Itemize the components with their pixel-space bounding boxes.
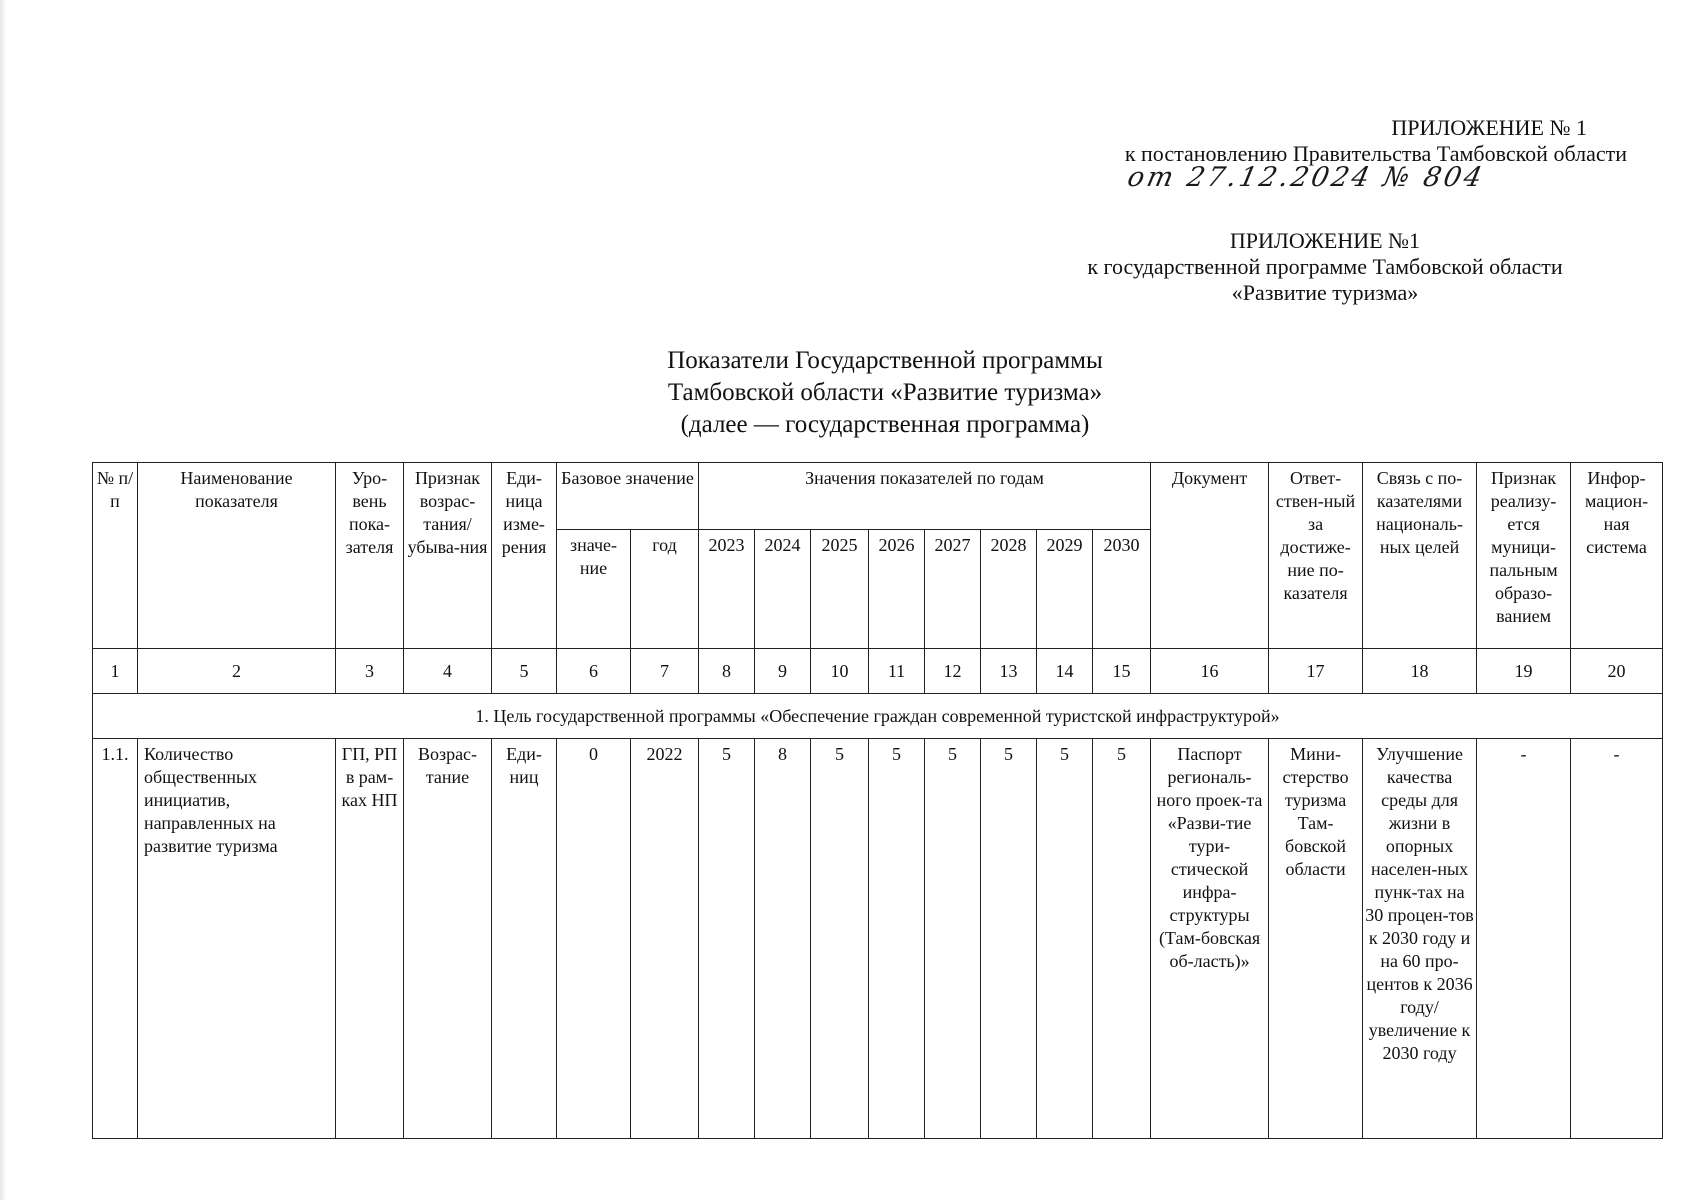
column-number: 3 bbox=[336, 649, 404, 694]
column-number: 17 bbox=[1269, 649, 1363, 694]
document-title bbox=[520, 345, 1250, 441]
header-year: 2024 bbox=[755, 530, 811, 649]
column-number: 7 bbox=[631, 649, 699, 694]
header-link: Связь с по-казателями националь-ных целей bbox=[1363, 463, 1477, 649]
column-number: 15 bbox=[1093, 649, 1151, 694]
column-number: 6 bbox=[557, 649, 631, 694]
header-year: 2028 bbox=[981, 530, 1037, 649]
header-base-year: год bbox=[631, 530, 699, 649]
column-number: 4 bbox=[404, 649, 492, 694]
row-unit: Еди-ниц bbox=[492, 739, 557, 1139]
row-level: ГП, РП в рам-ках НП bbox=[336, 739, 404, 1139]
title-line-1: Показатели Государственной программы bbox=[667, 347, 1103, 374]
column-number: 13 bbox=[981, 649, 1037, 694]
row-value-2024: 8 bbox=[755, 739, 811, 1139]
row-value-2030: 5 bbox=[1093, 739, 1151, 1139]
row-link: Улучшение качества среды для жизни в опорных населен-ных пунк-тах на 30 процен-тов к 2030 году и на 60 про-центов к 2036 году/ увеличение к 2030 году bbox=[1363, 739, 1477, 1139]
section-row bbox=[93, 694, 1663, 739]
program-annex-title: ПРИЛОЖЕНИЕ №1 bbox=[1229, 228, 1421, 253]
column-number: 16 bbox=[1151, 649, 1269, 694]
approval-block bbox=[1125, 115, 1627, 167]
header-base-value: значе-ние bbox=[557, 530, 631, 649]
header-name: Наименование показателя bbox=[138, 463, 336, 649]
header-year: 2026 bbox=[869, 530, 925, 649]
header-municipal: Признак реализу-ется муници-пальным образо-ванием bbox=[1477, 463, 1571, 649]
column-number: 18 bbox=[1363, 649, 1477, 694]
header-level: Уро-вень пока-зателя bbox=[336, 463, 404, 649]
column-number: 9 bbox=[755, 649, 811, 694]
scan-edge bbox=[0, 0, 6, 1200]
row-trend: Возрас-тание bbox=[404, 739, 492, 1139]
column-number: 19 bbox=[1477, 649, 1571, 694]
handwritten-signature: от 27.12.2024 № 804 bbox=[1124, 162, 1488, 193]
row-value-2027: 5 bbox=[925, 739, 981, 1139]
header-year: 2030 bbox=[1093, 530, 1151, 649]
header-trend: Признак возрас-тания/ убыва-ния bbox=[404, 463, 492, 649]
header-by-year: Значения показателей по годам bbox=[699, 463, 1151, 530]
header-document: Документ bbox=[1151, 463, 1269, 649]
approval-subtitle: к постановлению Правительства Тамбовской области bbox=[1124, 141, 1627, 166]
table-row bbox=[93, 739, 1663, 1139]
column-number: 8 bbox=[699, 649, 755, 694]
column-number: 2 bbox=[138, 649, 336, 694]
header-row-1 bbox=[93, 463, 1663, 530]
row-num: 1.1. bbox=[93, 739, 138, 1139]
approval-title: ПРИЛОЖЕНИЕ № 1 bbox=[1391, 115, 1587, 140]
program-annex-line2: к государственной программе Тамбовской области bbox=[1087, 254, 1563, 279]
row-value-2029: 5 bbox=[1037, 739, 1093, 1139]
title-line-2: Тамбовской области «Развитие туризма» bbox=[667, 379, 1103, 406]
column-number: 20 bbox=[1571, 649, 1663, 694]
column-numbers-row bbox=[93, 649, 1663, 694]
indicators-table bbox=[92, 462, 1663, 1139]
row-value-2025: 5 bbox=[811, 739, 869, 1139]
program-annex-line3: «Развитие туризма» bbox=[1231, 280, 1419, 305]
header-num: № п/п bbox=[93, 463, 138, 649]
header-year: 2027 bbox=[925, 530, 981, 649]
column-number: 10 bbox=[811, 649, 869, 694]
header-responsible: Ответ-ствен-ный за достиже-ние по-казателя bbox=[1269, 463, 1363, 649]
row-info-system: - bbox=[1571, 739, 1663, 1139]
header-base: Базовое значение bbox=[557, 463, 699, 530]
title-line-3: (далее — государственная программа) bbox=[680, 411, 1090, 438]
row-value-2023: 5 bbox=[699, 739, 755, 1139]
row-base-value: 0 bbox=[557, 739, 631, 1139]
row-name: Количество общественных инициатив, направленных на развитие туризма bbox=[138, 739, 336, 1139]
header-year: 2025 bbox=[811, 530, 869, 649]
column-number: 12 bbox=[925, 649, 981, 694]
column-number: 11 bbox=[869, 649, 925, 694]
section-title: 1. Цель государственной программы «Обеспечение граждан современной туристской инфраструктурой» bbox=[93, 694, 1663, 739]
column-number: 14 bbox=[1037, 649, 1093, 694]
program-annex-block bbox=[1045, 228, 1605, 306]
row-value-2026: 5 bbox=[869, 739, 925, 1139]
row-responsible: Мини-стерство туризма Там-бовской области bbox=[1269, 739, 1363, 1139]
header-info-system: Инфор-мацион-ная система bbox=[1571, 463, 1663, 649]
header-year: 2029 bbox=[1037, 530, 1093, 649]
row-value-2028: 5 bbox=[981, 739, 1037, 1139]
row-base-year: 2022 bbox=[631, 739, 699, 1139]
header-unit: Еди-ница изме-рения bbox=[492, 463, 557, 649]
header-year: 2023 bbox=[699, 530, 755, 649]
row-document: Паспорт региональ-ного проек-та «Разви-тие тури-стической инфра-структуры (Там-бовская об-ласть)» bbox=[1151, 739, 1269, 1139]
column-number: 5 bbox=[492, 649, 557, 694]
column-number: 1 bbox=[93, 649, 138, 694]
row-municipal: - bbox=[1477, 739, 1571, 1139]
